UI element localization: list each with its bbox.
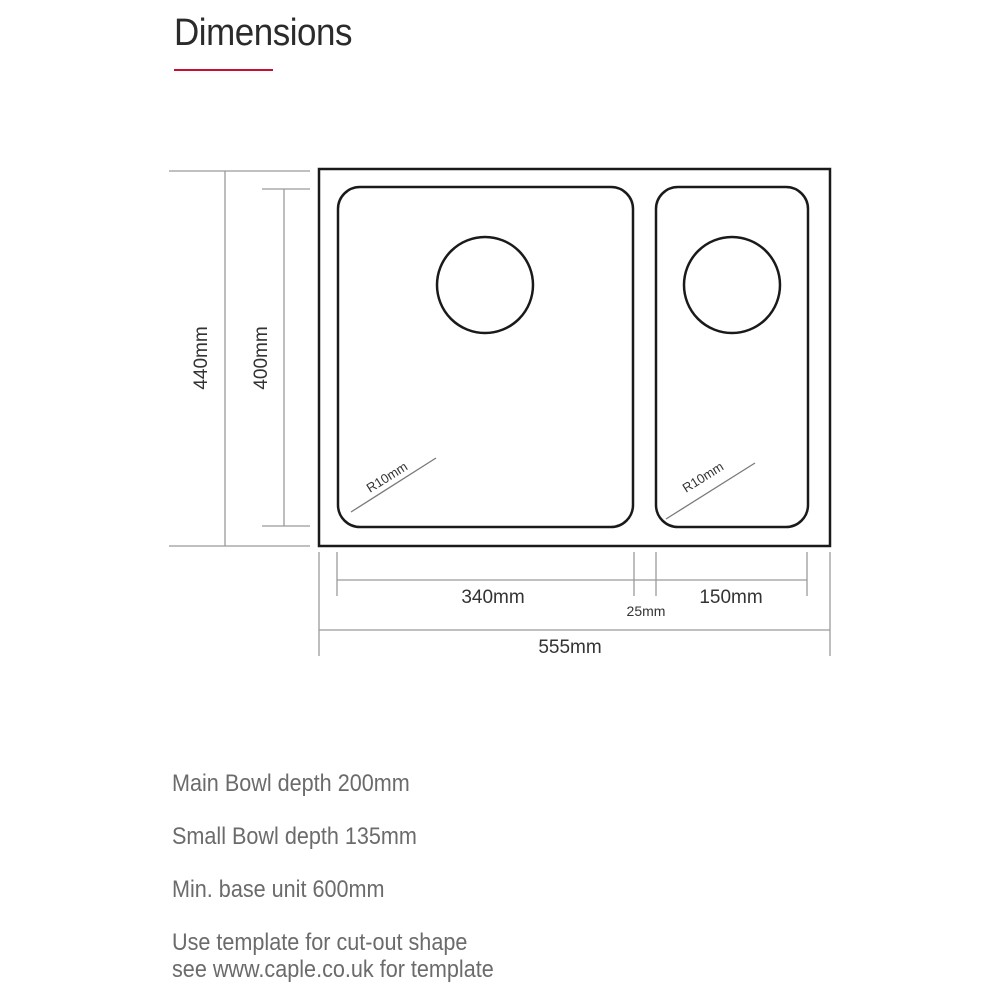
overall-width-label: 555mm	[538, 637, 602, 658]
specification-notes	[172, 770, 494, 983]
small-bowl-width-label: 150mm	[699, 587, 763, 608]
template-note-line-1: Use template for cut-out shape	[172, 929, 468, 956]
main-bowl-drain	[437, 237, 533, 333]
small-bowl-drain	[684, 237, 780, 333]
small-bowl-depth-note: Small Bowl depth 135mm	[172, 823, 417, 850]
main-bowl-radius-label: R10mm	[363, 458, 411, 496]
main-bowl-width-label: 340mm	[461, 587, 525, 608]
min-base-unit-note: Min. base unit 600mm	[172, 876, 385, 903]
main-bowl-depth-note: Main Bowl depth 200mm	[172, 770, 410, 797]
template-note	[172, 929, 494, 983]
overall-height-label: 440mm	[191, 326, 212, 390]
template-note-line-2: see www.caple.co.uk for template	[172, 956, 494, 983]
page-title: Dimensions	[174, 12, 353, 54]
small-bowl-radius-label: R10mm	[679, 458, 727, 496]
sink-outer-outline	[319, 169, 830, 546]
gap-width-label: 25mm	[626, 603, 666, 619]
bowl-height-label: 400mm	[251, 326, 272, 390]
